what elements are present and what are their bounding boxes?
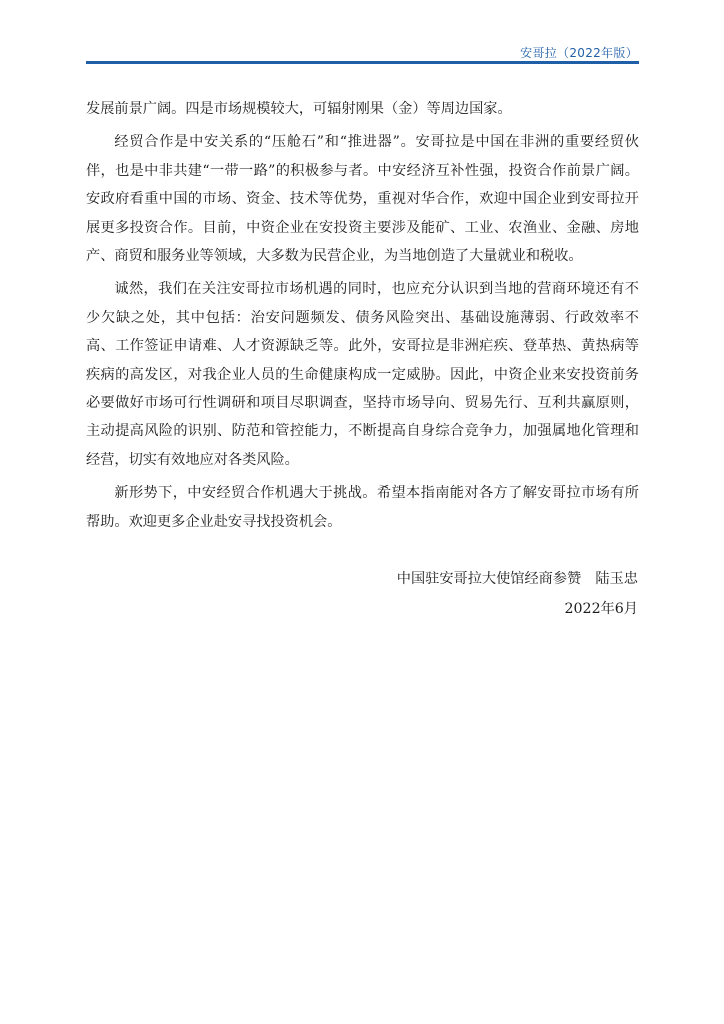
paragraph-business-environment: 诚然，我们在关注安哥拉市场机遇的同时，也应充分认识到当地的营商环境还有不少欠缺之处，其中包括：治安问题频发、债务风险突出、基础设施薄弱、行政效率不高、工作签证申请难、人才资源缺乏等。此外，安哥拉是非洲疟疾、登革热、黄热病等疾病的高发区，对我企业人员的生命健康构成一定威胁。因此，中资企业来安投资前务必要做好市场可行性调研和项目尽职调查，坚持市场导向、贸易先行、互利共赢原则，主动提高风险的识别、防范和管控能力，不断提高自身综合竞争力，加强属地化管理和经营，切实有效地应对各类风险。 bbox=[86, 281, 639, 468]
signature-date: 2022年6月 bbox=[564, 601, 638, 617]
signature-name: 中国驻安哥拉大使馆经商参赞 陆玉忠 bbox=[396, 571, 638, 587]
paragraph-trade-cooperation: 经贸合作是中安关系的“压舱石”和“推进器”。安哥拉是中国在非洲的重要经贸伙伴，也是中非共建“一带一路”的积极参与者。中安经济互补性强，投资合作前景广阔。安政府看重中国的市场、资金、技术等优势，重视对华合作，欢迎中国企业到安哥拉开展更多投资合作。目前，中资企业在安投资主要涉及能矿、工业、农渔业、金融、房地产、商贸和服务业等领域，大多数为民营企业，为当地创造了大量就业和税收。 bbox=[86, 134, 639, 265]
paragraph-continuation: 发展前景广阔。四是市场规模较大，可辐射刚果（金）等周边国家。 bbox=[86, 101, 512, 117]
header-rule bbox=[86, 61, 639, 64]
body-text bbox=[86, 95, 639, 541]
paragraph-closing: 新形势下，中安经贸合作机遇大于挑战。希望本指南能对各方了解安哥拉市场有所帮助。欢迎更多企业赴安寻找投资机会。 bbox=[86, 485, 639, 530]
running-header-title: 安哥拉（2022年版） bbox=[520, 46, 638, 60]
signature-block bbox=[397, 564, 638, 624]
